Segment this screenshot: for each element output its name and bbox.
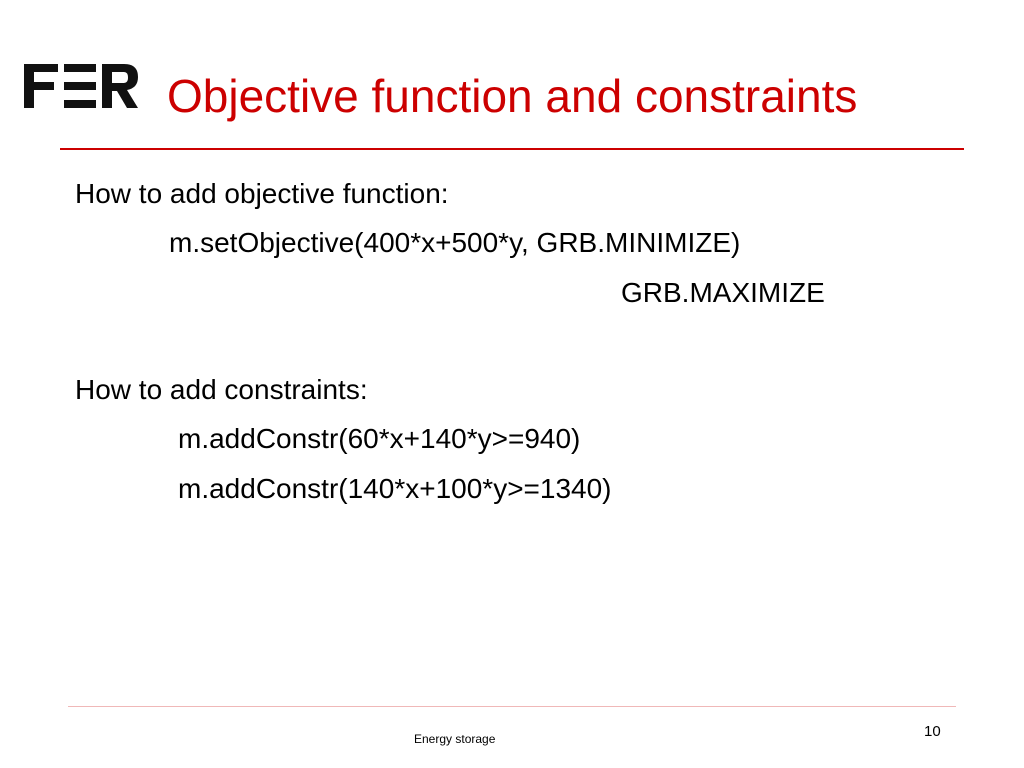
objective-heading: How to add objective function: bbox=[75, 178, 449, 209]
fer-logo bbox=[24, 64, 138, 108]
objective-alt-sense: GRB.MAXIMIZE bbox=[621, 277, 825, 308]
constraints-heading: How to add constraints: bbox=[75, 374, 368, 405]
page-number: 10 bbox=[924, 723, 941, 740]
footer-text: Energy storage bbox=[414, 732, 496, 746]
objective-code: m.setObjective(400*x+500*y, GRB.MINIMIZE) bbox=[169, 227, 741, 258]
slide-title: Objective function and constraints bbox=[167, 70, 858, 122]
footer-divider bbox=[68, 706, 956, 707]
constraint-line-1: m.addConstr(60*x+140*y>=940) bbox=[178, 423, 581, 454]
title-divider bbox=[60, 148, 964, 150]
constraint-line-2: m.addConstr(140*x+100*y>=1340) bbox=[178, 473, 612, 504]
